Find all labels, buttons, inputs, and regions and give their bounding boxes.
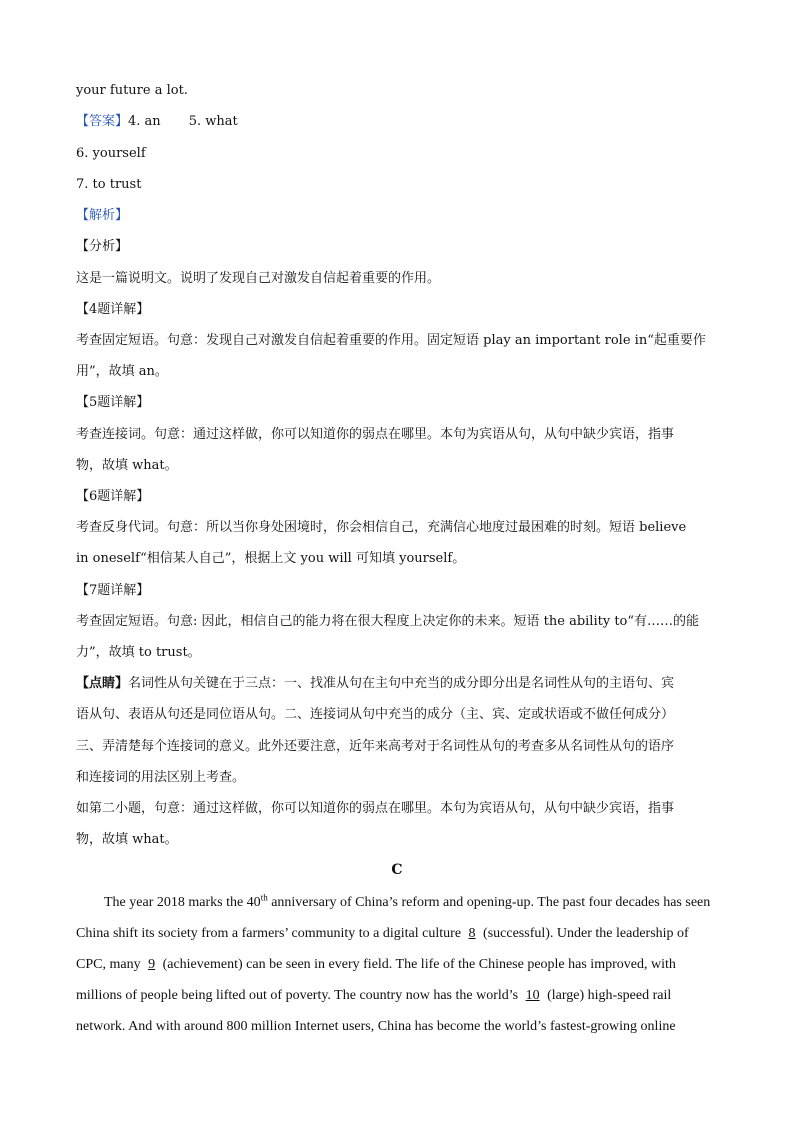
answer-5: 5. what	[188, 114, 238, 129]
passage-text: CPC, many	[76, 957, 145, 972]
section-title: C	[391, 862, 403, 878]
q6-line1: 考查反身代词。句意：所以当你身处困境时，你会相信自己，充满信心地度过最困难的时刻。短语 believe	[76, 520, 687, 535]
dianjing-line1	[76, 675, 726, 693]
blank-9[interactable]: 9	[148, 957, 156, 972]
answer-tag: 【答案】	[76, 114, 129, 129]
q7-line1: 考查固定短语。句意: 因此，相信自己的能力将在很大程度上决定你的未来。短语 the ability to“有……的能	[76, 614, 700, 629]
q4-tag: 【4题详解】	[76, 302, 150, 317]
dianjing-line2: 语从句、表语从句还是同位语从句。二、连接词从句中充当的成分（主、宾、定或状语或不做任何成分）	[76, 707, 675, 722]
dianjing-line6: 物，故填 what。	[76, 832, 178, 847]
passage-text: millions of people being lifted out of poverty. The country now has the world’s	[76, 988, 522, 1003]
passage-text: (achievement) can be seen in every field. The life of the Chinese people has improved, with	[159, 957, 676, 972]
top-fragment: your future a lot.	[76, 83, 188, 98]
answer-4: 4. an	[128, 114, 161, 129]
passage-text: The year 2018 marks the 40	[104, 895, 261, 910]
passage-line5: network. And with around 800 million Internet users, China has become the world’s fastest-growing online	[76, 1019, 676, 1034]
q7-tag: 【7题详解】	[76, 583, 150, 598]
answer-line	[76, 113, 726, 131]
passage-line3	[76, 949, 724, 980]
q7-line2: 力”，故填 to trust。	[76, 645, 201, 660]
passage-text: China shift its society from a farmers’ community to a digital culture	[76, 926, 465, 941]
dianjing-line4: 和连接词的用法区别上考查。	[76, 770, 246, 785]
passage-line2	[76, 918, 724, 949]
answer-7: 7. to trust	[76, 177, 142, 192]
passage-line4	[76, 980, 724, 1011]
passage-text: anniversary of China’s reform and opening-up. The past four decades has seen	[267, 895, 711, 910]
q6-tag: 【6题详解】	[76, 489, 150, 504]
fenxi-tag: 【分析】	[76, 239, 129, 254]
q4-line1: 考查固定短语。句意：发现自己对激发自信起着重要的作用。固定短语 play an important role in“起重要作	[76, 333, 706, 348]
q5-line2: 物，故填 what。	[76, 458, 178, 473]
fenxi-text: 这是一篇说明文。说明了发现自己对激发自信起着重要的作用。	[76, 271, 441, 286]
dianjing-text1: 名词性从句关键在于三点：一、找准从句在主句中充当的成分即分出是名词性从句的主语句、宾	[128, 676, 675, 691]
dianjing-line3: 三、弄清楚每个连接词的意义。此外还要注意，近年来高考对于名词性从句的考查多从名词性从句的语序	[76, 739, 675, 754]
q5-tag: 【5题详解】	[76, 395, 150, 410]
dianjing-line5: 如第二小题，句意：通过这样做，你可以知道你的弱点在哪里。本句为宾语从句，从句中缺少宾语，指事	[76, 801, 675, 816]
passage-text: (successful). Under the leadership of	[479, 926, 689, 941]
blank-10[interactable]: 10	[525, 988, 540, 1003]
q4-line2: 用”，故填 an。	[76, 364, 168, 379]
q5-line1: 考查连接词。句意：通过这样做，你可以知道你的弱点在哪里。本句为宾语从句，从句中缺少宾语，指事	[76, 427, 675, 442]
answer-6: 6. yourself	[76, 146, 146, 161]
passage-line1	[76, 887, 724, 918]
analysis-tag: 【解析】	[76, 208, 129, 223]
passage-text: (large) high-speed rail	[543, 988, 672, 1003]
ordinal-suffix: th	[260, 892, 268, 903]
dianjing-tag: 【点睛】	[76, 676, 129, 691]
q6-line2: in oneself“相信某人自己”，根据上文 you will 可知填 yourself。	[76, 551, 466, 566]
blank-8[interactable]: 8	[468, 926, 476, 941]
